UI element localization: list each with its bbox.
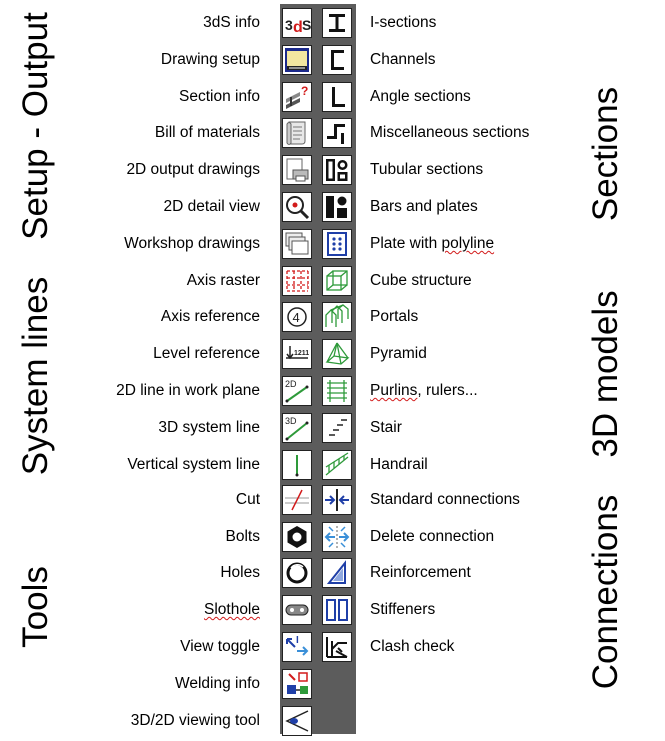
viewing-tool-icon bbox=[283, 707, 311, 735]
drawing-setup-icon bbox=[283, 46, 311, 74]
2d-output-drawings-icon bbox=[283, 156, 311, 184]
bolts-button[interactable] bbox=[282, 522, 312, 552]
label-portals: Portals bbox=[370, 308, 419, 325]
label-cut: Cut bbox=[235, 491, 260, 508]
workshop-drawings-button[interactable] bbox=[282, 229, 312, 259]
reinforcement-icon bbox=[323, 559, 351, 587]
2d-line-button[interactable] bbox=[282, 376, 312, 406]
label-reinforcement: Reinforcement bbox=[370, 564, 471, 581]
reinforcement-button[interactable] bbox=[322, 558, 352, 588]
svg-text:3: 3 bbox=[285, 17, 293, 33]
group-label-tools: Tools bbox=[16, 566, 55, 648]
plate-polyline-icon bbox=[323, 230, 351, 258]
label-holes: Holes bbox=[220, 564, 260, 581]
2d-line-icon bbox=[283, 377, 311, 405]
purlins-button[interactable] bbox=[322, 376, 352, 406]
group-label-system-lines: System lines bbox=[16, 276, 55, 476]
group-label-setup-output: Setup - Output bbox=[16, 12, 55, 240]
cut-button[interactable] bbox=[282, 485, 312, 515]
group-label-connections: Connections bbox=[586, 494, 625, 690]
angle-section-button[interactable] bbox=[322, 82, 352, 112]
handrail-button[interactable] bbox=[322, 450, 352, 480]
tubular-sections-button[interactable] bbox=[322, 155, 352, 185]
label-plate-polyline: Plate with polyline bbox=[370, 235, 495, 252]
misc-sections-icon bbox=[323, 119, 351, 147]
section-info-icon bbox=[283, 83, 311, 111]
purlins-icon bbox=[323, 377, 351, 405]
cube-structure-button[interactable] bbox=[322, 266, 352, 296]
svg-text:?: ? bbox=[301, 84, 309, 98]
label-bill-of-materials: Bill of materials bbox=[154, 124, 260, 141]
drawing-setup-button[interactable] bbox=[282, 45, 312, 75]
view-toggle-icon bbox=[283, 633, 311, 661]
cut-icon bbox=[283, 486, 311, 514]
bolts-icon bbox=[283, 523, 311, 551]
label-channels: Channels bbox=[370, 51, 436, 68]
label-pyramid: Pyramid bbox=[370, 345, 427, 362]
holes-button[interactable] bbox=[282, 558, 312, 588]
vertical-system-line-button[interactable] bbox=[282, 450, 312, 480]
label-level-reference: Level reference bbox=[153, 345, 260, 362]
label-view-toggle: View toggle bbox=[180, 638, 260, 655]
level-reference-icon bbox=[283, 340, 311, 368]
label-stiffeners: Stiffeners bbox=[370, 601, 436, 618]
standard-connections-icon bbox=[323, 486, 351, 514]
standard-connections-button[interactable] bbox=[322, 485, 352, 515]
spellcheck-word: polyline bbox=[441, 235, 495, 252]
svg-text:d: d bbox=[293, 19, 303, 36]
channel-button[interactable] bbox=[322, 45, 352, 75]
clash-check-button[interactable] bbox=[322, 632, 352, 662]
stiffeners-button[interactable] bbox=[322, 595, 352, 625]
stair-button[interactable] bbox=[322, 413, 352, 443]
portals-button[interactable] bbox=[322, 302, 352, 332]
viewing-tool-button[interactable] bbox=[282, 706, 312, 736]
workshop-drawings-icon bbox=[283, 230, 311, 258]
slothole-icon bbox=[283, 596, 311, 624]
angle-section-icon bbox=[323, 83, 351, 111]
2d-detail-view-icon bbox=[283, 193, 311, 221]
label-handrail: Handrail bbox=[370, 456, 428, 473]
2d-output-drawings-button[interactable] bbox=[282, 155, 312, 185]
bill-of-materials-icon bbox=[283, 119, 311, 147]
axis-reference-button[interactable] bbox=[282, 302, 312, 332]
label-2d-output-drawings: 2D output drawings bbox=[126, 161, 260, 178]
axis-reference-icon bbox=[283, 303, 311, 331]
group-label-sections: Sections bbox=[586, 86, 625, 222]
2d-detail-view-button[interactable] bbox=[282, 192, 312, 222]
label-clash-check: Clash check bbox=[370, 638, 455, 655]
label-slothole: Slothole bbox=[203, 601, 260, 618]
tubular-sections-icon bbox=[323, 156, 351, 184]
label-3ds-info: 3dS info bbox=[203, 14, 260, 31]
label-welding-info: Welding info bbox=[174, 675, 260, 692]
label-misc-sections: Miscellaneous sections bbox=[370, 124, 530, 141]
stiffeners-icon bbox=[323, 596, 351, 624]
svg-text:1211: 1211 bbox=[294, 350, 310, 357]
level-reference-button[interactable] bbox=[282, 339, 312, 369]
channel-icon bbox=[323, 46, 351, 74]
holes-icon bbox=[283, 559, 311, 587]
i-section-icon bbox=[323, 9, 351, 37]
handrail-icon bbox=[323, 451, 351, 479]
label-axis-reference: Axis reference bbox=[160, 308, 260, 325]
welding-info-icon bbox=[283, 670, 311, 698]
label-3d-system-line: 3D system line bbox=[158, 419, 260, 436]
i-section-button[interactable] bbox=[322, 8, 352, 38]
pyramid-icon bbox=[323, 340, 351, 368]
slothole-button[interactable] bbox=[282, 595, 312, 625]
3ds-info-button[interactable] bbox=[282, 8, 312, 38]
bill-of-materials-button[interactable] bbox=[282, 118, 312, 148]
label-angle-sections: Angle sections bbox=[370, 88, 471, 105]
cube-structure-icon bbox=[323, 267, 351, 295]
label-i-sections: I-sections bbox=[370, 14, 437, 31]
label-cube-structure: Cube structure bbox=[370, 272, 472, 289]
svg-text:4: 4 bbox=[292, 310, 300, 325]
svg-text:S: S bbox=[302, 17, 311, 33]
label-bars-plates: Bars and plates bbox=[370, 198, 478, 215]
label-2d-detail-view: 2D detail view bbox=[163, 198, 260, 215]
plate-polyline-button[interactable] bbox=[322, 229, 352, 259]
axis-raster-icon bbox=[283, 267, 311, 295]
portals-icon bbox=[323, 303, 351, 331]
label-stair: Stair bbox=[370, 419, 402, 436]
label-bolts: Bolts bbox=[225, 528, 260, 545]
svg-text:I: I bbox=[296, 635, 299, 646]
misc-sections-button[interactable] bbox=[322, 118, 352, 148]
group-label-3d-models: 3D models bbox=[586, 290, 625, 458]
label-vertical-system-line: Vertical system line bbox=[127, 456, 260, 473]
spellcheck-word: Purlins bbox=[370, 382, 418, 399]
bars-plates-button[interactable] bbox=[322, 192, 352, 222]
delete-connection-icon bbox=[323, 523, 351, 551]
bars-plates-icon bbox=[323, 193, 351, 221]
clash-check-icon bbox=[323, 633, 351, 661]
3ds-info-icon bbox=[283, 9, 311, 37]
label-drawing-setup: Drawing setup bbox=[160, 51, 260, 68]
label-standard-connections: Standard connections bbox=[370, 491, 520, 508]
label-2d-line: 2D line in work plane bbox=[116, 382, 260, 399]
label-viewing-tool: 3D/2D viewing tool bbox=[130, 712, 260, 729]
label-section-info: Section info bbox=[179, 88, 260, 105]
pyramid-button[interactable] bbox=[322, 339, 352, 369]
svg-text:3D: 3D bbox=[285, 416, 297, 426]
section-info-button[interactable] bbox=[282, 82, 312, 112]
label-axis-raster: Axis raster bbox=[186, 272, 260, 289]
welding-info-button[interactable] bbox=[282, 669, 312, 699]
axis-raster-button[interactable] bbox=[282, 266, 312, 296]
label-purlins: Purlins, rulers... bbox=[370, 382, 478, 399]
view-toggle-button[interactable] bbox=[282, 632, 312, 662]
vertical-system-line-icon bbox=[283, 451, 311, 479]
delete-connection-button[interactable] bbox=[322, 522, 352, 552]
label-workshop-drawings: Workshop drawings bbox=[124, 235, 260, 252]
label-delete-connection: Delete connection bbox=[370, 528, 495, 545]
label-tubular-sections: Tubular sections bbox=[370, 161, 484, 178]
stair-icon bbox=[323, 414, 351, 442]
svg-text:2D: 2D bbox=[285, 379, 297, 389]
3d-system-line-icon bbox=[283, 414, 311, 442]
3d-system-line-button[interactable] bbox=[282, 413, 312, 443]
